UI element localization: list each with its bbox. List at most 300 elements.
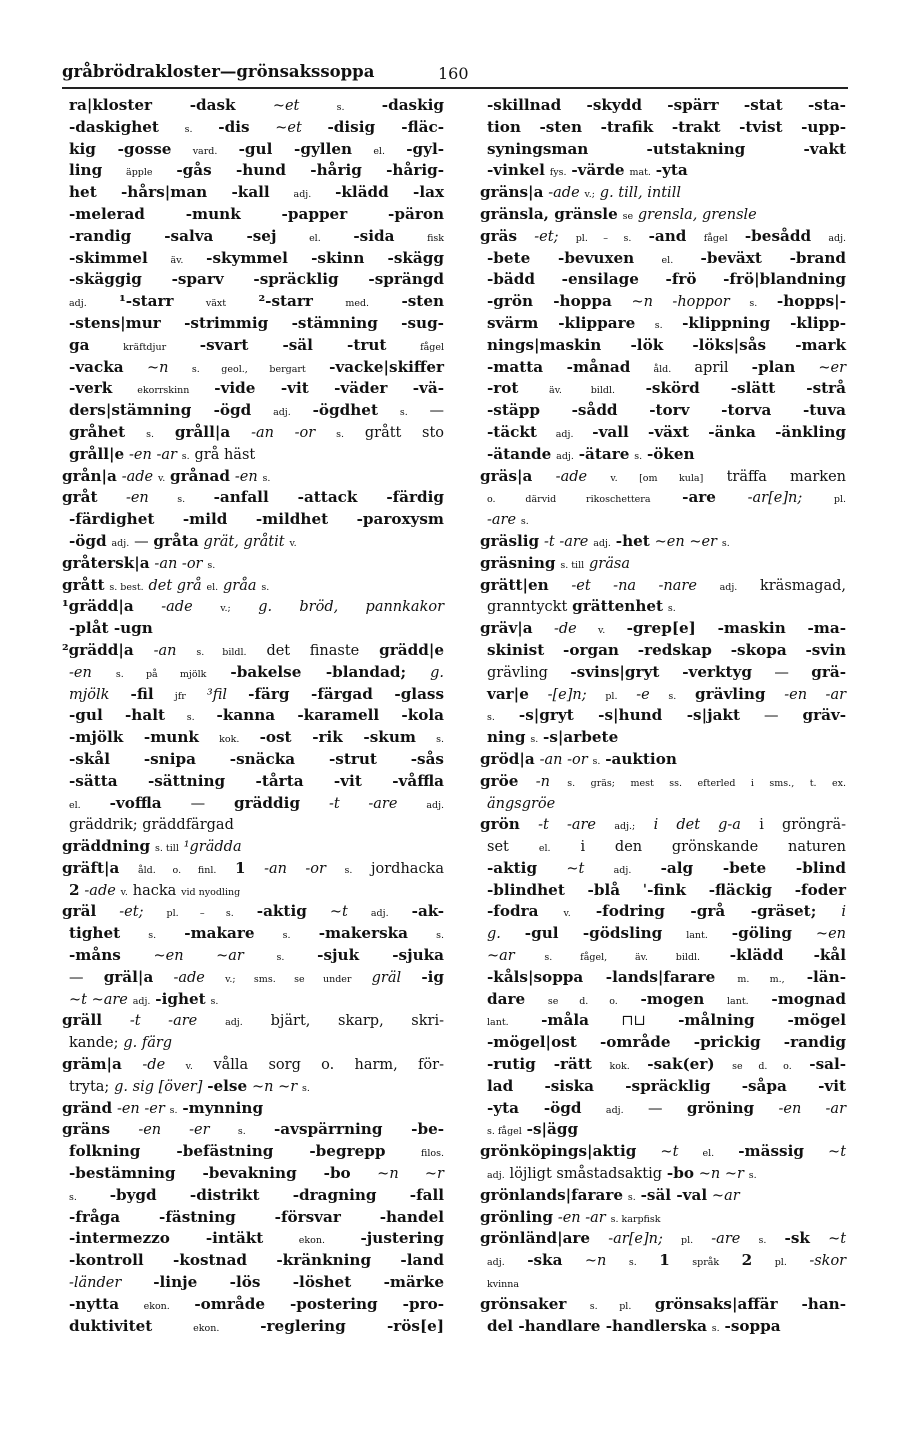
label-text: lant.: [727, 995, 749, 1007]
entry-line: [62, 204, 444, 226]
entry-line: [62, 1207, 444, 1229]
dictionary-entry: [480, 1141, 846, 1185]
entry-line: [480, 836, 846, 858]
headword-text: tion -sten -trafik -trakt -tvist -upp-: [487, 117, 846, 136]
gloss-text: kande;: [69, 1035, 119, 1052]
label-text: språk: [692, 1257, 720, 1269]
label-text: s.: [181, 450, 190, 462]
label-text: adj.: [370, 908, 389, 920]
label-text: filos.: [421, 1148, 444, 1160]
entry-line: [62, 531, 444, 553]
dictionary-entry: [480, 814, 846, 1141]
headword-text: skinist -organ -redskap -skopa -svin: [487, 640, 846, 659]
label-text: el.: [309, 232, 321, 244]
headword-text: -alg -bete -blind: [660, 858, 847, 877]
label-text: s. karpfisk: [610, 1213, 661, 1225]
label-text: adj.: [132, 995, 151, 1007]
headword-text: -dis: [218, 117, 250, 136]
label-text: v.: [120, 886, 128, 898]
inflection-text: det grå: [148, 577, 202, 594]
headword-text: -daskig: [381, 96, 445, 114]
label-text: adj.: [613, 864, 632, 876]
inflection-text: -en: [125, 490, 149, 507]
headword-text: ders|stämning -ögd: [69, 401, 252, 420]
entry-line: [62, 1119, 444, 1141]
headword-text: grån|a: [62, 466, 117, 485]
entry-line: [480, 1228, 846, 1250]
headword-text: -bete -bevuxen: [487, 248, 635, 267]
label-text: äv.: [170, 254, 184, 266]
entry-line: [480, 1207, 846, 1229]
gloss-text: löjligt småstadsaktig: [509, 1166, 663, 1183]
headword-text: -sätta -sättning -tårta -vit -våffla: [69, 771, 444, 790]
gloss-text: set: [487, 839, 509, 856]
gloss-text: bjärt, skarp, skri-: [270, 1013, 444, 1030]
entry-line: [480, 313, 846, 335]
inflection-text: g. färg: [123, 1035, 173, 1052]
headword-text: tighet: [69, 924, 121, 943]
headword-text: -mogen: [640, 989, 705, 1008]
label-text: v.: [185, 1061, 193, 1073]
entry-line: [62, 160, 444, 182]
inflection-text: ~ar: [711, 1187, 740, 1204]
headword-text: -daskighet: [69, 117, 159, 136]
headword-text: ra|kloster -dask: [69, 96, 236, 114]
entry-line: [62, 640, 444, 662]
entry-line: [480, 880, 846, 902]
entry-line: [480, 967, 846, 989]
label-text: kok.: [609, 1061, 630, 1073]
label-text: s.: [210, 995, 219, 1007]
inflection-text: ~en: [815, 926, 846, 943]
label-text: el.: [206, 581, 219, 593]
headword-text: -svins|gryt -verktyg: [570, 662, 752, 681]
headword-text: -täckt: [487, 422, 537, 441]
headword-text: -bädd -ensilage -frö -frö|blandning: [487, 270, 846, 289]
label-text: äpple: [126, 167, 153, 179]
page-number: 160: [438, 64, 469, 83]
headword-text: -vall -växt -änka -änkling: [592, 422, 847, 441]
entry-line: [62, 1185, 444, 1207]
headword-text: -ighet: [155, 989, 206, 1008]
dictionary-entry: [480, 182, 846, 204]
label-text: s. fågel: [487, 1126, 522, 1138]
gloss-text: —: [134, 533, 149, 550]
entry-line: [480, 160, 846, 182]
label-text: s.: [237, 1126, 246, 1138]
inflection-text: -ar[e]n;: [747, 490, 803, 507]
gloss-text: —: [648, 1100, 663, 1117]
entry-line: [62, 139, 444, 161]
headword-text: -gyl-: [406, 139, 445, 158]
headword-text: -öken: [646, 444, 695, 463]
inflection-text: -en -ar: [784, 686, 847, 703]
dictionary-entry: [480, 771, 846, 815]
headword-text: -gul -gödsling: [524, 924, 663, 943]
label-text: åld.: [653, 363, 672, 375]
inflection-text: grensla, grensle: [637, 206, 757, 223]
entry-line: [480, 182, 846, 204]
inflection-text: -ade: [84, 882, 116, 899]
label-text: adj.: [828, 232, 847, 244]
headword-text: -ak-: [411, 902, 444, 921]
headword-text: gräns|a: [480, 183, 544, 202]
entry-line: [480, 531, 846, 553]
label-text: ekorrskinn: [137, 385, 190, 397]
entry-line: [62, 858, 444, 880]
entry-line: [480, 1250, 846, 1272]
headword-text: gräft|a: [62, 858, 120, 877]
headword-text: grått: [62, 575, 105, 594]
entry-line: [480, 95, 846, 117]
headword-text: -gul -halt: [69, 706, 165, 725]
label-text: s.: [336, 428, 344, 440]
label-text: adj.: [593, 537, 611, 549]
inflection-text: ~er: [818, 359, 847, 376]
headword-text: -stäpp -sådd -torv -torva -tuva: [487, 401, 846, 420]
label-text: s.: [336, 102, 345, 113]
inflection-text: ~n ~r: [377, 1166, 444, 1183]
headword-text: -skimmel: [69, 248, 148, 267]
label-text: adj.: [293, 189, 312, 201]
headword-text: -gul -gyllen: [238, 139, 353, 158]
headword-text: -sida: [353, 226, 395, 245]
headword-text: -målning -mögel: [678, 1011, 847, 1030]
entry-line: [480, 248, 846, 270]
headword-text: -klädd -kål: [729, 946, 847, 965]
inflection-text: ³fil: [206, 686, 228, 703]
inflection-text: ~en ~er: [654, 533, 717, 550]
dictionary-entry: [480, 553, 846, 575]
dictionary-entry: [62, 487, 444, 552]
inflection-text: -ar[e]n;: [608, 1231, 663, 1248]
entry-line: [62, 596, 444, 618]
entry-line: [480, 1185, 846, 1207]
headword-text: gröning: [686, 1098, 755, 1117]
label-text: s. fågel, äv. bildl.: [544, 952, 701, 964]
headword-text: -sk: [784, 1229, 810, 1248]
entry-line: [62, 509, 444, 531]
dictionary-entry: [62, 640, 444, 836]
inflection-text: -e: [636, 686, 650, 703]
label-text: s.: [436, 734, 445, 746]
entry-line: [62, 836, 444, 858]
entry-line: [480, 291, 846, 313]
gloss-text: —: [774, 664, 789, 681]
dictionary-entry: [480, 95, 846, 182]
headword-text: -justering: [360, 1229, 444, 1248]
entry-line: [480, 1316, 846, 1338]
label-text: s.: [748, 1170, 757, 1182]
headword-text: -bestämning -bevakning -bo: [69, 1164, 351, 1183]
headword-text: gräs: [480, 226, 518, 245]
headword-text: -plåt -ugn: [69, 619, 153, 638]
label-text: adj.: [487, 1257, 505, 1269]
headword-text: -anfall -attack -färdig: [213, 488, 445, 507]
headword-text: gränd: [62, 1098, 113, 1117]
headword-text: gräns: [62, 1120, 111, 1139]
entry-line: [62, 662, 444, 684]
inflection-text: -et -na -nare: [571, 577, 697, 594]
inflection-text: -an -or: [539, 751, 588, 768]
entry-line: [62, 95, 444, 117]
label-text: s.: [749, 298, 758, 310]
label-text: el.: [661, 254, 674, 266]
label-text: s. bildl.: [196, 646, 247, 658]
headword-text: var|e: [487, 684, 529, 703]
headword-text: -värde: [571, 161, 625, 180]
headword-text: kig -gosse: [69, 139, 172, 158]
label-text: s. pl.: [589, 1300, 632, 1312]
inflection-text: gräsa: [589, 555, 630, 572]
headword-text: -bygd -distrikt -dragning -fall: [109, 1185, 445, 1204]
headword-text: -voffla: [109, 793, 162, 812]
entry-line: [62, 248, 444, 270]
label-text: med.: [345, 298, 370, 310]
headword-text: grönlands|farare: [480, 1185, 624, 1204]
dictionary-entry: [62, 1119, 444, 1337]
headword-text: gräl: [62, 902, 97, 921]
gloss-text: det finaste: [266, 642, 360, 659]
headword-text: -kåls|soppa -lands|farare: [487, 967, 716, 986]
headword-text: -fodra: [487, 902, 539, 921]
headword-text: grönsaker: [480, 1294, 567, 1313]
label-text: s.: [169, 1104, 178, 1116]
headword-text: -ig: [421, 967, 445, 986]
gloss-text: april: [694, 359, 729, 376]
label-text: mat.: [629, 167, 651, 179]
inflection-text: ~ar: [487, 948, 515, 965]
label-text: s.: [276, 952, 285, 964]
headword-text: -melerad -munk -papper -päron: [69, 204, 444, 223]
headword-text: gräll: [62, 1011, 103, 1030]
entry-line: [480, 487, 846, 509]
entry-line: [480, 596, 846, 618]
label-text: o. därvid rikoschettera: [487, 494, 651, 506]
headword-text: -mjölk -munk: [69, 728, 199, 747]
inflection-text: ~t: [828, 1144, 847, 1161]
headword-text: folkning -befästning -begrepp: [69, 1142, 386, 1161]
entry-line: [480, 400, 846, 422]
entry-line: [480, 117, 846, 139]
headword-text: -mässig: [738, 1142, 804, 1161]
entry-line: [480, 357, 846, 379]
label-text: fys.: [549, 167, 567, 179]
headword-text: -sak(er): [647, 1055, 715, 1074]
headword-text: -skörd -slätt -strå: [645, 379, 846, 398]
entry-line: [480, 858, 846, 880]
headword-text: -ost -rik -skum: [259, 728, 416, 747]
inflection-text: -t -are: [129, 1013, 198, 1030]
label-text: s.: [282, 930, 291, 942]
headword-text: -vide -vit -väder -vä-: [214, 379, 445, 398]
label-text: ekon.: [143, 1300, 170, 1312]
headword-text: -hopps|-: [776, 292, 847, 311]
inflection-text: ~n: [146, 359, 169, 376]
inflection-text: -en -ar: [557, 1209, 606, 1226]
entry-line: [62, 466, 444, 488]
gloss-text: granntyckt: [487, 599, 568, 616]
entry-line: [480, 1163, 846, 1185]
gloss-text: träffa marken: [726, 468, 847, 485]
dictionary-entry: [480, 1207, 846, 1229]
headword-text: -rot: [487, 379, 519, 398]
entry-line: [480, 1098, 846, 1120]
headword-text: -mognad: [771, 989, 847, 1008]
headword-text: nings|maskin -lök -löks|sås -mark: [487, 335, 846, 354]
entry-line: [480, 575, 846, 597]
label-text: s. till: [560, 559, 585, 571]
headword-text: -grön -hoppa: [487, 292, 612, 311]
headword-text: -ska: [527, 1251, 563, 1270]
entry-line: [62, 1010, 444, 1032]
label-text: s.: [436, 930, 445, 942]
gloss-text: ⊓⊔: [621, 1013, 646, 1030]
dictionary-entry: [62, 1010, 444, 1054]
headword-text: -linje -lös -löshet -märke: [153, 1273, 444, 1292]
headword-text: grä-: [811, 662, 847, 681]
inflection-text: g. till, intill: [599, 185, 681, 202]
entry-line: [62, 313, 444, 335]
headword-text: ga: [69, 335, 90, 354]
entry-line: [480, 727, 846, 749]
gloss-text: vålla sorg o. harm, för-: [213, 1057, 444, 1074]
inflection-text: i: [841, 904, 847, 921]
headword-text: dare: [487, 989, 526, 1008]
headword-text: grönländ|are: [480, 1229, 591, 1248]
gloss-text: tryta;: [69, 1078, 110, 1095]
headword-text: gräsning: [480, 553, 556, 572]
inflection-text: -are: [711, 1231, 741, 1248]
label-text: kräftdjur: [123, 341, 167, 353]
headword-text: -klippning -klipp-: [682, 313, 847, 332]
dictionary-entry: [480, 1228, 846, 1293]
inflection-text: ~t: [660, 1144, 679, 1161]
headword-text: -ögd: [69, 531, 107, 550]
headword-text: -matta -månad: [487, 357, 631, 376]
entry-line: [480, 422, 846, 444]
headword-text: -vacke|skiffer: [329, 357, 444, 376]
entry-line: [62, 1250, 444, 1272]
headword-text: -verk: [69, 379, 113, 398]
headword-text: syningsman -utstakning -vakt: [487, 139, 846, 158]
entry-line: [480, 1119, 846, 1141]
entry-line: [480, 1294, 846, 1316]
label-text: v.;: [220, 603, 231, 615]
label-text: s.: [148, 930, 157, 942]
headword-text: -svart -säl -trut: [199, 335, 387, 354]
headword-text: -måla: [541, 1011, 589, 1030]
entry-line: [62, 705, 444, 727]
headword-text: -färdighet -mild -mildhet -paroxysm: [69, 510, 444, 529]
inflection-text: -n: [535, 773, 550, 790]
running-head: gråbrödrakloster—grönsakssoppa: [62, 62, 375, 81]
headword-text: -skymmel -skinn -skägg: [206, 248, 445, 267]
entry-line: [62, 1228, 444, 1250]
right-column: [480, 95, 846, 1337]
label-text: s.: [146, 428, 154, 440]
inflection-text: ~en ~ar: [153, 948, 244, 965]
headword-text: -grep[e] -maskin -ma-: [626, 619, 847, 638]
inflection-text: -ade: [173, 969, 205, 986]
headword-text: -sten: [401, 292, 445, 311]
inflection-text: -an -or: [251, 424, 316, 441]
label-text: adj.: [69, 298, 87, 310]
headword-text: -are: [682, 488, 716, 507]
label-text: lant.: [686, 930, 708, 942]
label-text: s.: [487, 712, 495, 724]
label-text: s.: [520, 516, 529, 528]
dictionary-entry: [62, 575, 444, 597]
entry-line: [62, 923, 444, 945]
label-text: v.: [289, 537, 297, 549]
gloss-text: kräsmagad,: [759, 577, 846, 594]
inflection-text: ~t: [828, 1231, 847, 1248]
inflection-text: -t -are: [544, 533, 589, 550]
headword-text: grönsaks|affär -han-: [654, 1294, 847, 1313]
headword-text: del -handlare -handlerska: [487, 1316, 707, 1335]
headword-text: grånad: [170, 466, 231, 485]
label-text: el.: [373, 145, 385, 157]
label-text: växt: [205, 298, 227, 310]
headword-text: gräddning: [62, 837, 151, 856]
entry-line: [480, 1272, 846, 1294]
header-rule: [62, 87, 848, 89]
headword-text: 2: [741, 1251, 753, 1270]
label-text: s.: [758, 1235, 767, 1247]
gloss-text: i den grönskande naturen: [580, 839, 846, 856]
headword-text: -soppa: [724, 1316, 781, 1335]
inflection-text: -ade: [121, 468, 154, 485]
inflection-text: -are: [487, 512, 517, 529]
label-text: pl.: [833, 494, 847, 506]
headword-text: gräl|a: [103, 967, 154, 986]
entry-line: [62, 1163, 444, 1185]
inflection-text: ~n ~r: [251, 1078, 298, 1095]
dictionary-entry: [480, 1294, 846, 1338]
headword-text: gråtersk|a: [62, 553, 150, 572]
entry-line: [62, 117, 444, 139]
entry-line: [62, 1054, 444, 1076]
inflection-text: ängsgröe: [487, 795, 556, 812]
label-text: v. [om kula]: [610, 472, 704, 484]
headword-text: -vinkel: [487, 161, 545, 180]
headword-text: grätt|en: [480, 575, 549, 594]
headword-text: -makare: [184, 924, 255, 943]
headword-text: -kanna -karamell -kola: [216, 706, 444, 725]
entry-line: [62, 1076, 444, 1098]
inflection-text: ¹grädda: [183, 839, 242, 856]
entry-line: [480, 923, 846, 945]
headword-text: -kontroll -kostnad -kränkning -land: [69, 1251, 444, 1270]
entry-line: [62, 291, 444, 313]
label-text: adj.: [225, 1017, 243, 1029]
headword-text: -göling: [731, 924, 793, 943]
entry-line: [62, 618, 444, 640]
entry-line: [62, 378, 444, 400]
headword-text: grön: [480, 815, 520, 834]
headword-text: gräv|a: [480, 619, 533, 638]
label-text: vid nyodling: [181, 886, 241, 898]
headword-text: -stens|mur -strimmig -stämning -sug-: [69, 313, 444, 332]
dictionary-entry: [480, 749, 846, 771]
headword-text: -skillnad -skydd -spärr -stat -sta-: [487, 96, 846, 114]
label-text: s.: [530, 734, 539, 746]
entry-line: [480, 945, 846, 967]
headword-text: -avspärrning -be-: [273, 1120, 445, 1139]
entry-line: [62, 357, 444, 379]
headword-text: gråll|e: [69, 444, 125, 463]
